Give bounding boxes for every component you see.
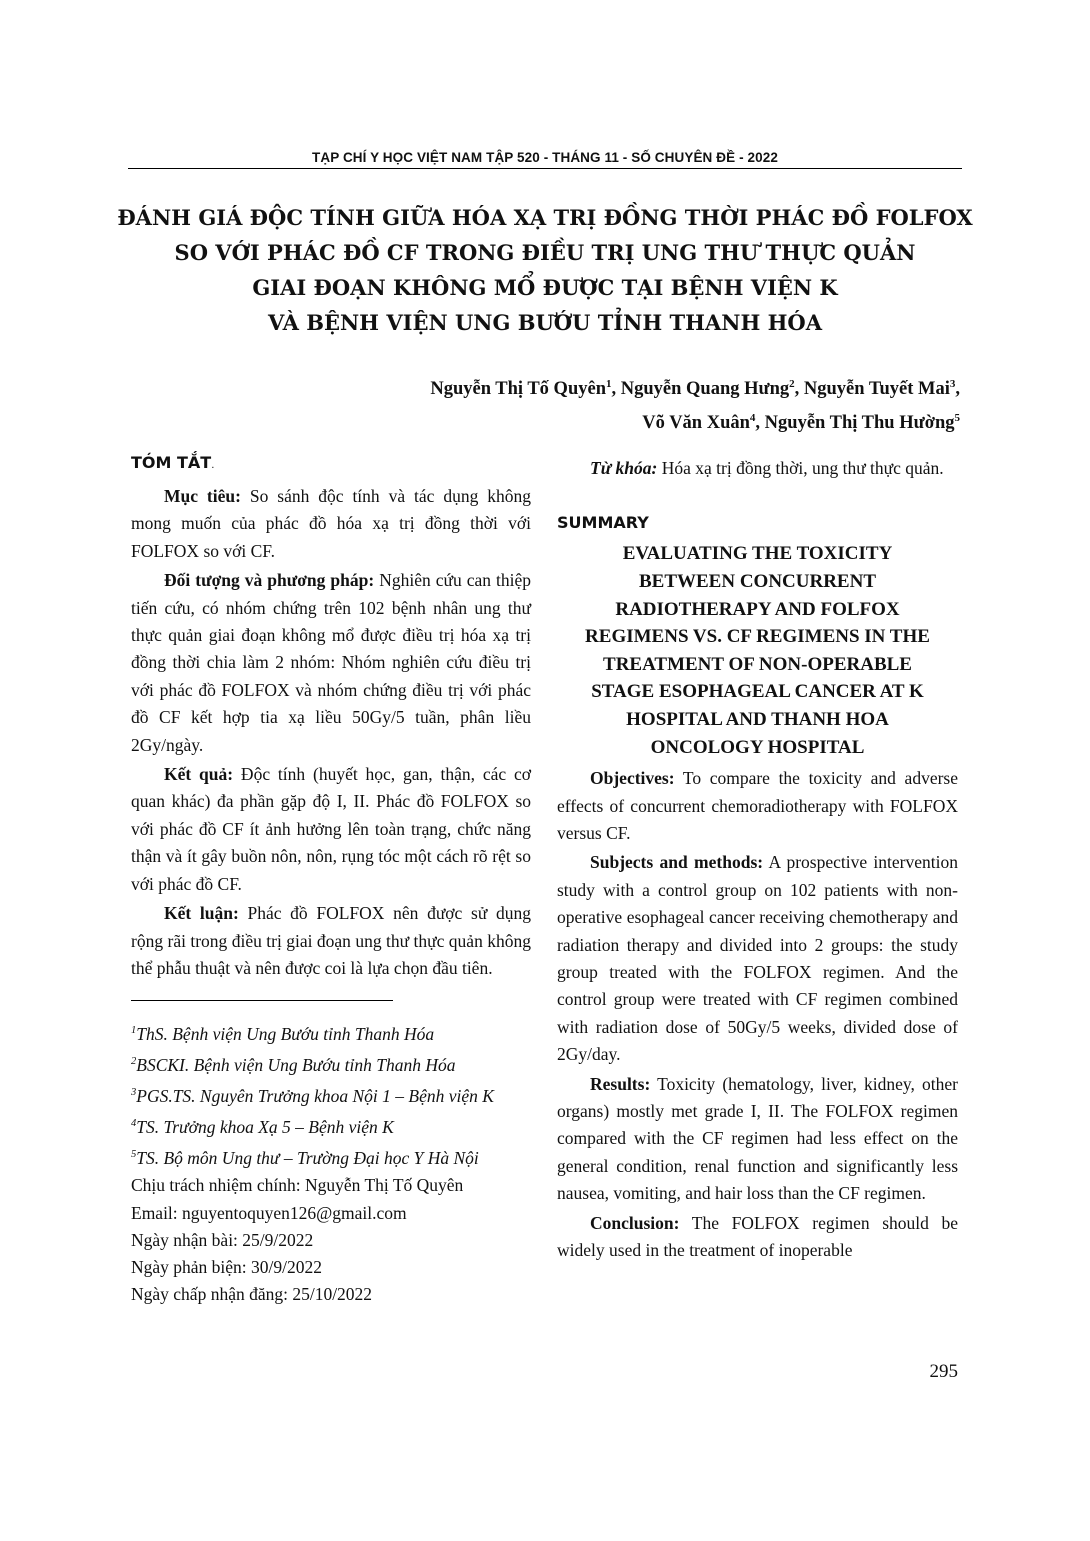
footnote-text: BSCKI. Bệnh viện Ung Bướu tỉnh Thanh Hóa: [136, 1055, 456, 1076]
objectives-label: Objectives:: [590, 768, 675, 789]
english-title-line: BETWEEN CONCURRENT: [638, 571, 876, 592]
review-date: Ngày phản biện: 30/9/2022: [131, 1257, 323, 1278]
footnote: [131, 1141, 531, 1172]
english-title-line: REGIMENS VS. CF REGIMENS IN THE: [585, 626, 930, 648]
objective-paragraph: [131, 483, 531, 565]
title-line: GIAI ĐOẠN KHÔNG MỔ ĐƯỢC TẠI BỆNH VIỆN K: [252, 275, 838, 300]
footnote: [131, 1017, 531, 1048]
footnote: [131, 1110, 531, 1141]
footnote-text: TS. Trưởng khoa Xạ 5 – Bệnh viện K: [136, 1117, 394, 1138]
english-title-line: TREATMENT OF NON-OPERABLE: [603, 653, 912, 675]
header-rule: [128, 168, 962, 169]
title-line: SO VỚI PHÁC ĐỒ CF TRONG ĐIỀU TRỊ UNG THƯ THỰC QUẢN: [174, 240, 916, 265]
affiliation-mark: 2: [789, 378, 795, 390]
footnote-text: ThS. Bệnh viện Ung Bướu tỉnh Thanh Hóa: [136, 1024, 435, 1045]
english-title: [557, 540, 958, 761]
methods-text: Nghiên cứu can thiệp tiến cứu, có nhóm chứng trên 102 bệnh nhân ung thư thực quản giai đoạn không mổ được điều trị hóa xạ trị đồng thời chia làm 2 nhóm: Nhóm nghiên cứu điều trị với phác đồ FOLFOX và nhóm chứng điều trị với phác đồ CF kết hợp tia xạ liều 50Gy/5 tuần, phân liều 2Gy/ngày.: [131, 570, 531, 755]
author-separator: ,: [794, 379, 804, 400]
footnote-text: TS. Bộ môn Ung thư – Trường Đại học Y Hà Nội: [136, 1148, 479, 1169]
author-name: Nguyễn Thị Thu Hường: [764, 413, 955, 434]
running-header: TẠP CHÍ Y HỌC VIỆT NAM TẬP 520 - THÁNG 11 - SỐ CHUYÊN ĐỀ - 2022: [312, 150, 778, 165]
received-date: Ngày nhận bài: 25/9/2022: [131, 1229, 314, 1250]
english-title-line: STAGE ESOPHAGEAL CANCER AT K: [591, 681, 924, 703]
results-label: Kết quả:: [164, 764, 234, 785]
objectives-paragraph: [557, 765, 958, 847]
keywords-label: Từ khóa:: [590, 458, 658, 478]
author-line: [200, 370, 960, 404]
author-separator: ,: [755, 413, 765, 434]
author-name: Võ Văn Xuân: [642, 413, 750, 434]
keywords-text: Hóa xạ trị đồng thời, ung thư thực quản.: [657, 458, 944, 478]
en-methods-text: A prospective intervention study with a control group on 102 patients with non-operative esophageal cancer receiving chemotherapy and radiation therapy and divided into 2 groups: the study group treated with the FOLFOX regimen. And the control group were treated with CF regimen combined with radiation dose of 50Gy/5 weeks, divided dose of 2Gy/day.: [557, 852, 958, 1065]
english-title-line: HOSPITAL AND THANH HOA: [626, 708, 889, 730]
objectives-text: To compare the toxicity and adverse effects of concurrent chemoradiotherapy with FOLFOX versus CF.: [557, 768, 958, 843]
en-conclusion-label: Conclusion:: [590, 1212, 680, 1233]
affiliation-mark: 4: [749, 412, 756, 425]
author-name: Nguyễn Quang Hưng: [620, 379, 790, 400]
heading-text: TÓM TẮT: [131, 453, 212, 472]
english-title-line: RADIOTHERAPY AND FOLFOX: [615, 598, 900, 620]
objective-label: Mục tiêu:: [164, 486, 241, 506]
en-abstract-heading: SUMMARY: [557, 513, 649, 533]
conclusion-label: Kết luận:: [164, 903, 239, 924]
affiliation-mark: 5: [954, 412, 960, 425]
correspondence-email: Email: nguyentoquyen126@gmail.com: [131, 1202, 407, 1223]
title-line: ĐÁNH GIÁ ĐỘC TÍNH GIỮA HÓA XẠ TRỊ ĐỒNG THỜI PHÁC ĐỒ FOLFOX: [117, 205, 973, 230]
footnote-mark: 4: [131, 1118, 137, 1130]
vn-abstract-heading: [131, 452, 531, 477]
author-line: [200, 404, 960, 438]
author-name: Nguyễn Thị Tố Quyên: [430, 379, 606, 400]
author-separator: ,: [611, 379, 621, 400]
en-conclusion-text: The FOLFOX regimen should be widely used in the treatment of inoperable: [557, 1212, 958, 1261]
methods-paragraph: [131, 567, 531, 759]
results-text: Độc tính (huyết học, gan, thận, các cơ quan khác) đa phần gặp độ I, II. Phác đồ FOLFOX so với phác đồ CF ít ảnh hưởng lên toàn trạng, chức năng thận và ít gây buồn nôn, nôn, rụng tóc một cách rõ rệt so với phác đồ CF.: [131, 764, 532, 894]
objective-text: So sánh độc tính và tác dụng không mong muốn của phác đồ hóa xạ trị đồng thời với FOLFOX so với CF.: [131, 486, 531, 561]
conclusion-paragraph: [131, 900, 531, 982]
methods-label: Đối tượng và phương pháp:: [164, 570, 375, 591]
footnote-mark: 1: [131, 1025, 137, 1037]
right-column: [557, 455, 958, 1266]
article-title: [100, 200, 990, 340]
author-list: [200, 370, 960, 438]
author-name: Nguyễn Tuyết Mai: [803, 379, 950, 400]
affiliation-mark: 3: [949, 378, 956, 390]
footnote: [131, 1048, 531, 1079]
english-title-line: ONCOLOGY HOSPITAL: [650, 736, 865, 758]
author-separator: ,: [955, 379, 960, 400]
en-results-label: Results:: [590, 1073, 651, 1094]
left-column: [131, 452, 531, 1308]
footnote-mark: 3: [131, 1087, 137, 1099]
footnote: [131, 1079, 531, 1110]
en-methods-paragraph: [557, 849, 958, 1068]
page-number: 295: [929, 1361, 958, 1382]
title-line: VÀ BỆNH VIỆN UNG BƯỚU TỈNH THANH HÓA: [267, 310, 823, 335]
affiliation-mark: 1: [606, 378, 612, 390]
accepted-date: Ngày chấp nhận đăng: 25/10/2022: [131, 1284, 373, 1305]
en-results-text: Toxicity (hematology, liver, kidney, other organs) mostly met grade I, II. The FOLFOX regimen compared with the CF regimen had less effect on the general condition, renal function and significantly less nausea, vomiting, and hair loss than the CF regimen.: [557, 1073, 958, 1204]
footnote-text: PGS.TS. Nguyên Trưởng khoa Nội 1 – Bệnh viện K: [136, 1086, 494, 1107]
correspondence-author: Chịu trách nhiệm chính: Nguyễn Thị Tố Quyên: [131, 1175, 464, 1196]
footnote-rule: [131, 1000, 393, 1001]
heading-mark: .: [211, 460, 215, 471]
en-conclusion-paragraph: [557, 1210, 958, 1265]
en-results-paragraph: [557, 1071, 958, 1208]
footnote-mark: 5: [131, 1149, 137, 1161]
results-paragraph: [131, 761, 531, 898]
en-methods-label: Subjects and methods:: [590, 852, 764, 873]
english-title-line: EVALUATING THE TOXICITY: [622, 543, 893, 565]
keywords-paragraph: [557, 455, 958, 482]
footnote-mark: 2: [131, 1056, 137, 1068]
conclusion-text: Phác đồ FOLFOX nên được sử dụng rộng rãi trong điều trị giai đoạn ung thư thực quản không thể phẫu thuật và nên được coi là lựa chọn đầu tiên.: [131, 903, 531, 978]
footnotes: [131, 1017, 531, 1308]
